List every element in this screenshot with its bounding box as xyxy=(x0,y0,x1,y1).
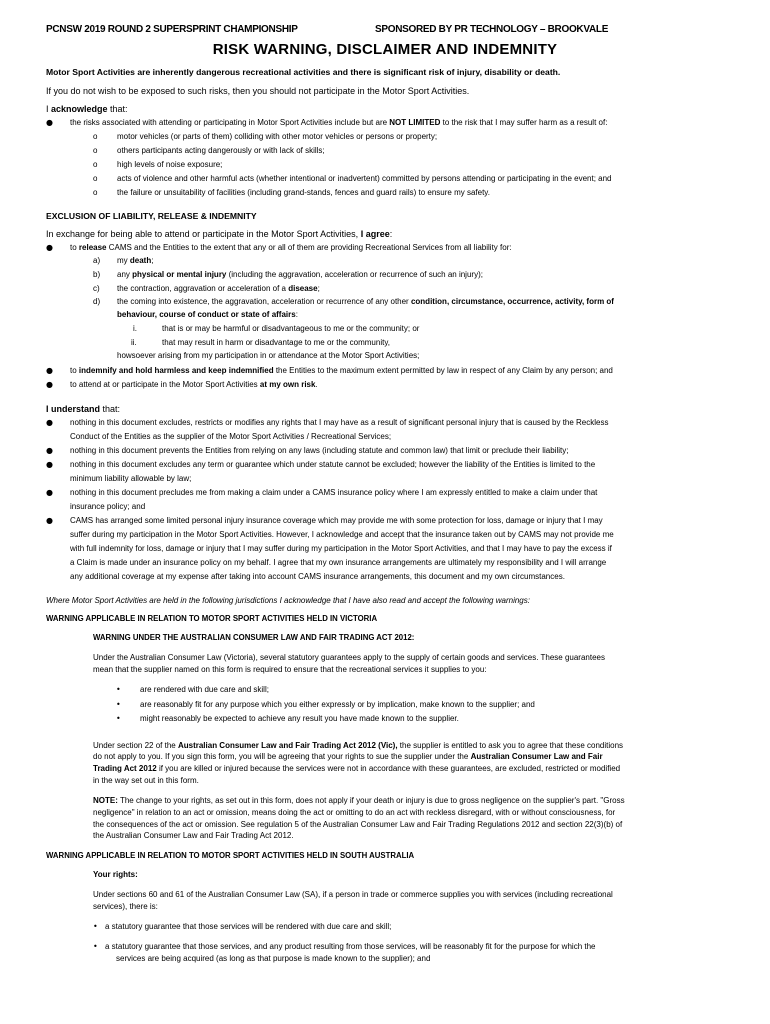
intro-line2: If you do not wish to be exposed to such risks, then you should not participate in the Motor Sport Activities. xyxy=(46,86,470,96)
victoria-guarantee: might reasonably be expected to achieve any result you have made known to the supplier. xyxy=(140,714,459,723)
understand-line: suffer during my participation in the Motor Sport Activities. However, I acknowledge and accept that the insurance taken out by CAMS may not provide me xyxy=(70,530,614,539)
jurisdictions-line: Where Motor Sport Activities are held in the following jurisdictions I acknowledge that I have also read and accept the following warnings: xyxy=(46,596,530,605)
victoria-p2-line: Trading Act 2012 if you are killed or injured because the services were not in accordance with these guarantees, are excluded, restricted or modified xyxy=(93,764,621,773)
sa-p1-line: Under sections 60 and 61 of the Australian Consumer Law (SA), if a person in trade or commerce supplies you with services (including recreational xyxy=(93,890,613,899)
victoria-subheading: WARNING UNDER THE AUSTRALIAN CONSUMER LAW AND FAIR TRADING ACT 2012: xyxy=(93,633,415,642)
release-item-d-ii: that may result in harm or disadvantage to me or the community, xyxy=(162,338,390,347)
sa-guarantee: services are being acquired (as long as that purpose is made known to the supplier); and xyxy=(116,954,431,963)
sa-p1-line: services), there is: xyxy=(93,902,158,911)
ack-bullet: the risks associated with attending or participating in Motor Sport Activities include but are NOT LIMITED to the risk that I may suffer harm as a result of: xyxy=(70,118,608,127)
understand-line: Conduct of the Entities as the supplier of the Motor Sport Activities / Recreational Services; xyxy=(70,432,392,441)
roman-marker: ii. xyxy=(131,338,137,347)
risk-item: the failure or unsuitability of facilities (including grand-stands, fences and guard rails) to ensure my safety. xyxy=(117,188,490,197)
understand-line: CAMS has arranged some limited personal injury insurance coverage which may provide me with some protection for loss, damage or injury that I may xyxy=(70,516,603,525)
header-left: PCNSW 2019 ROUND 2 SUPERSPRINT CHAMPIONSHIP xyxy=(46,24,298,35)
victoria-guarantee: are reasonably fit for any purpose which you either expressly or by implication, make known to the supplier; and xyxy=(140,700,535,709)
sa-heading: WARNING APPLICABLE IN RELATION TO MOTOR SPORT ACTIVITIES HELD IN SOUTH AUSTRALIA xyxy=(46,851,415,860)
bullet-marker: ● xyxy=(46,418,53,427)
circle-marker: o xyxy=(93,188,98,197)
risk-item: motor vehicles (or parts of them) colliding with other motor vehicles or persons or property; xyxy=(117,132,438,141)
bullet-marker: • xyxy=(93,922,98,931)
risk-item: high levels of noise exposure; xyxy=(117,160,223,169)
understand-line: with full indemnity for loss, damage or injury that I may suffer during my participation in the Motor Sport Activities, and that I may have to pay the excess if xyxy=(70,544,612,553)
risk-item: others participants acting dangerously or with lack of skills; xyxy=(117,146,325,155)
sa-rights: Your rights: xyxy=(93,870,138,879)
bullet-marker: • xyxy=(116,700,121,709)
release-item-c: the contraction, aggravation or acceleration of a disease; xyxy=(117,284,320,293)
exclusion-heading: EXCLUSION OF LIABILITY, RELEASE & INDEMNITY xyxy=(46,211,257,221)
victoria-p1-line: Under the Australian Consumer Law (Victoria), several statutory guarantees apply to the supply of certain goods and services. These guarantees xyxy=(93,653,605,662)
acknowledge-line: I acknowledge that: xyxy=(46,104,128,114)
alpha-marker: a) xyxy=(93,256,101,265)
bullet-marker: ● xyxy=(46,460,53,469)
circle-marker: o xyxy=(93,160,98,169)
victoria-note-line: the consequences of the act or omission. See regulation 5 of the Australian Consumer Law and Fair Trading Regulations 2012 and section 22(3)(b) of xyxy=(93,820,623,829)
victoria-note-line: negligence" in relation to an act or omission, means doing the act or omitting to do an act with reckless disregard, with or without consciousness, for xyxy=(93,808,616,817)
bullet-marker: ● xyxy=(46,118,53,127)
sa-guarantee: a statutory guarantee that those services, and any product resulting from those services, will be reasonably fit for the purpose for which the xyxy=(105,942,596,951)
understand-line: nothing in this document prevents the Entities from relying on any laws (including statute and common law) that limit or preclude their liability; xyxy=(70,446,569,455)
alpha-marker: b) xyxy=(93,270,101,279)
bullet-marker: • xyxy=(116,714,121,723)
indemnify-bullet: to indemnify and hold harmless and keep indemnified the Entities to the maximum extent permitted by law in respect of any Claim by any person; and xyxy=(70,366,613,375)
victoria-p1-line: mean that the supplier named on this form is required to ensure that the recreational services it supplies to you: xyxy=(93,665,487,674)
howsoever-line: howsoever arising from my participation in or attendance at the Motor Sport Activities; xyxy=(117,351,420,360)
circle-marker: o xyxy=(93,132,98,141)
release-item-d-i: that is or may be harmful or disadvantageous to me or the community; or xyxy=(162,324,420,333)
victoria-note-line: the Australian Consumer Law and Fair Trading Act 2012. xyxy=(93,831,294,840)
bullet-marker: ● xyxy=(46,380,53,389)
understand-line: minimum liability allowable by law; xyxy=(70,474,192,483)
victoria-p2-line: do not apply to you. If you sign this form, you will be agreeing that your rights to sue the supplier under the Australian Consumer Law and Fair xyxy=(93,752,603,761)
understand-line: nothing in this document excludes, restricts or modifies any rights that I may have as a result of significant personal injury that is caused by the Reckless xyxy=(70,418,609,427)
release-bullet: to release CAMS and the Entities to the extent that any or all of them are providing Recreational Services from all liability for: xyxy=(70,243,512,252)
victoria-p2-line: in the way set out in this form. xyxy=(93,776,199,785)
victoria-guarantee: are rendered with due care and skill; xyxy=(140,685,269,694)
roman-marker: i. xyxy=(133,324,137,333)
understand-lead: I understand that: xyxy=(46,404,121,414)
victoria-p2-line: Under section 22 of the Australian Consumer Law and Fair Trading Act 2012 (Vic), the supplier is entitled to ask you to agree that these conditions xyxy=(93,741,624,750)
release-item-d-cont: behaviour, course of conduct or state of affairs: xyxy=(117,310,298,319)
understand-line: a Claim is made under an insurance policy on my behalf. I agree that my own insurance arrangements are ultimately my responsibility and I will arrange xyxy=(70,558,607,567)
alpha-marker: d) xyxy=(93,297,101,306)
alpha-marker: c) xyxy=(93,284,100,293)
release-item-d: the coming into existence, the aggravation, acceleration or recurrence of any other condition, circumstance, occurrence, activity, form of xyxy=(117,297,614,306)
understand-line: nothing in this document precludes me from making a claim under a CAMS insurance policy where I am expressly entitled to make a claim under that xyxy=(70,488,598,497)
own-risk-bullet: to attend at or participate in the Motor Sport Activities at my own risk. xyxy=(70,380,318,389)
risk-item: acts of violence and other harmful acts (whether intentional or inadvertent) committed by persons attending or participating in the event; and xyxy=(117,174,612,183)
circle-marker: o xyxy=(93,146,98,155)
bullet-marker: • xyxy=(93,942,98,951)
sa-guarantee: a statutory guarantee that those services will be rendered with due care and skill; xyxy=(105,922,392,931)
intro-bold-line: Motor Sport Activities are inherently dangerous recreational activities and there is significant risk of injury, disability or death. xyxy=(46,67,561,77)
victoria-heading: WARNING APPLICABLE IN RELATION TO MOTOR SPORT ACTIVITIES HELD IN VICTORIA xyxy=(46,614,378,623)
release-item-b: any physical or mental injury (including the aggravation, acceleration or recurrence of such an injury); xyxy=(117,270,483,279)
victoria-note-line: NOTE: The change to your rights, as set out in this form, does not apply if your death or injury is due to gross negligence on the supplier's part. "Gross xyxy=(93,796,625,805)
header-right: SPONSORED BY PR TECHNOLOGY – BROOKVALE xyxy=(375,24,609,35)
bullet-marker: ● xyxy=(46,366,53,375)
exclusion-lead: In exchange for being able to attend or participate in the Motor Sport Activities, I agree: xyxy=(46,229,393,239)
bullet-marker: • xyxy=(116,685,121,694)
understand-line: insurance policy; and xyxy=(70,502,146,511)
bullet-marker: ● xyxy=(46,516,53,525)
bullet-marker: ● xyxy=(46,243,53,252)
circle-marker: o xyxy=(93,174,98,183)
document-title: RISK WARNING, DISCLAIMER AND INDEMNITY xyxy=(212,41,558,58)
understand-line: nothing in this document excludes any term or guarantee which under statute cannot be excluded; however the liability of the Entities is limited to the xyxy=(70,460,596,469)
bullet-marker: ● xyxy=(46,488,53,497)
understand-line: any additional coverage at my expense after taking into account CAMS insurance arrangements, this document and my own circumstances. xyxy=(70,572,565,581)
release-item-a: my death; xyxy=(117,256,154,265)
bullet-marker: ● xyxy=(46,446,53,455)
